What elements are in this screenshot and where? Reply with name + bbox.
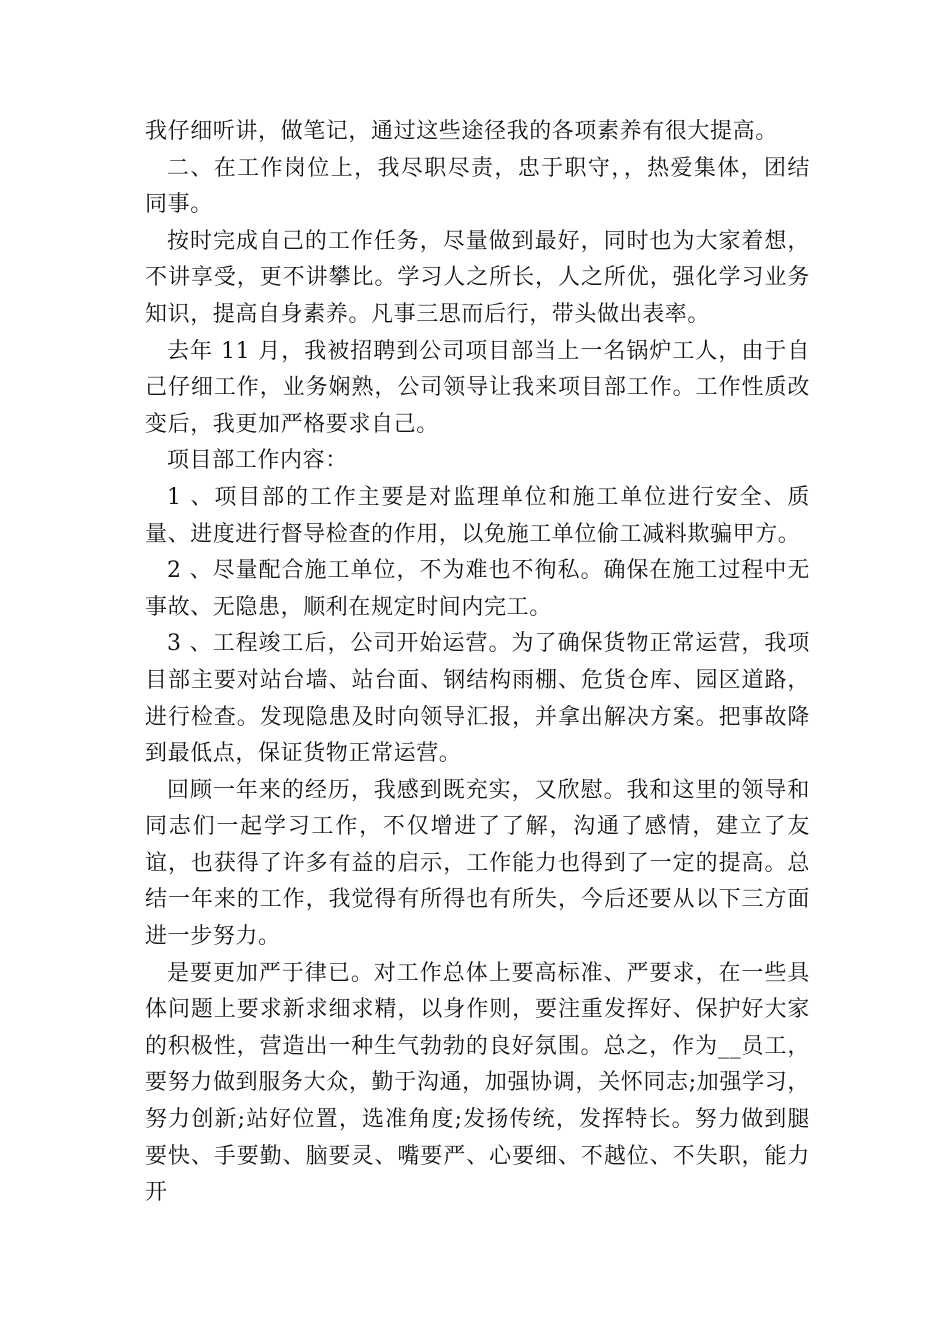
paragraph-4: 去年 11 月，我被招聘到公司项目部当上一名锅炉工人，由于自己仔细工作，业务娴熟，公司领导让我来项目部工作。工作性质改变后，我更加严格要求自己。 bbox=[145, 338, 810, 437]
paragraph-9: 回顾一年来的经历，我感到既充实，又欣慰。我和这里的领导和同志们一起学习工作，不仅增进了了解，沟通了感情，建立了友谊，也获得了许多有益的启示，工作能力也得到了一定的提高。总结一年来的工作，我觉得有所得也有所失，今后还要从以下三方面进一步努力。 bbox=[145, 777, 810, 950]
document-body bbox=[145, 114, 810, 1212]
paragraph-3: 按时完成自己的工作任务，尽量做到最好，同时也为大家着想，不讲享受，更不讲攀比。学习人之所长，人之所优，强化学习业务知识，提高自身素养。凡事三思而后行，带头做出表率。 bbox=[145, 228, 810, 327]
paragraph-10: 是要更加严于律已。对工作总体上要高标准、严要求，在一些具体问题上要求新求细求精，以身作则，要注重发挥好、保护好大家的积极性，营造出一种生气勃勃的良好氛围。总之，作为__员工，要努力做到服务大众，勤于沟通，加强协调，关怀同志;加强学习，努力创新;站好位置，选准角度;发扬传统，发挥特长。努力做到腿要快、手要勤、脑要灵、嘴要严、心要细、不越位、不失职，能力开 bbox=[145, 960, 810, 1206]
paragraph-6: 1 、项目部的工作主要是对监理单位和施工单位进行安全、质量、进度进行督导检查的作用，以免施工单位偷工减料欺骗甲方。 bbox=[145, 484, 810, 547]
paragraph-1: 我仔细听讲，做笔记，通过这些途径我的各项素养有很大提高。 bbox=[145, 119, 778, 144]
paragraph-8: 3 、工程竣工后，公司开始运营。为了确保货物正常运营，我项目部主要对站台墙、站台面、钢结构雨棚、危货仓库、园区道路，进行检查。发现隐患及时向领导汇报，并拿出解决方案。把事故降到最低点，保证货物正常运营。 bbox=[145, 631, 810, 767]
paragraph-2: 二、在工作岗位上，我尽职尽责，忠于职守，，热爱集体，团结同事。 bbox=[145, 155, 810, 218]
paragraph-5: 项目部工作内容： bbox=[167, 448, 348, 474]
paragraph-7: 2 、尽量配合施工单位，不为难也不徇私。确保在施工过程中无事故、无隐患，顺利在规定时间内完工。 bbox=[145, 558, 810, 620]
